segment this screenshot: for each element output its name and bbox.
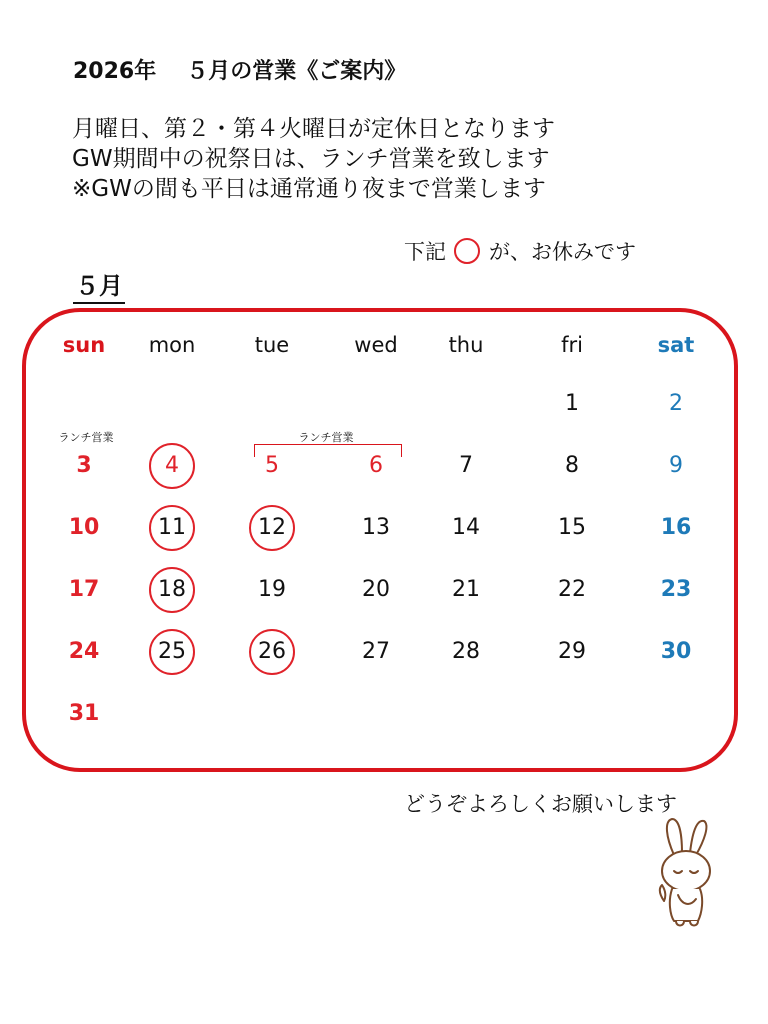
lunch-bracket <box>254 444 402 457</box>
weekday-sat: sat <box>657 333 695 357</box>
calendar-day-31: 31 <box>68 701 100 726</box>
calendar-day-8: 8 <box>565 453 579 478</box>
month-label: ５月 <box>73 266 125 304</box>
calendar-day-25: 25 <box>158 639 186 664</box>
calendar-day-14: 14 <box>452 515 480 540</box>
bowing-rabbit-icon <box>650 815 730 935</box>
calendar-day-5: 5 <box>265 453 279 478</box>
weekday-tue: tue <box>254 333 290 357</box>
calendar-day-3: 3 <box>76 453 92 478</box>
calendar-day-16: 16 <box>660 515 692 540</box>
weekday-mon: mon <box>148 333 196 357</box>
weekday-sun: sun <box>62 333 106 357</box>
weekday-thu: thu <box>448 333 484 357</box>
note-line: GW期間中の祝祭日は、ランチ営業を致します <box>72 146 550 172</box>
calendar-day-6: 6 <box>369 453 383 478</box>
lunch-note-tue-wed: ランチ営業 <box>298 431 354 444</box>
calendar-day-18: 18 <box>158 577 186 602</box>
calendar-day-13: 13 <box>362 515 390 540</box>
calendar-day-4: 4 <box>165 453 179 478</box>
page-title <box>73 54 406 85</box>
note-line: ※GWの間も平日は通常通り夜まで営業します <box>72 176 546 202</box>
lunch-note-sunday: ランチ営業 <box>58 431 114 444</box>
calendar-day-26: 26 <box>258 639 286 664</box>
calendar-day-30: 30 <box>660 639 692 664</box>
calendar-day-1: 1 <box>565 391 579 416</box>
closed-legend <box>404 236 636 266</box>
calendar-day-29: 29 <box>558 639 586 664</box>
calendar-day-24: 24 <box>68 639 100 664</box>
weekday-wed: wed <box>354 333 398 357</box>
legend-prefix: 下記 <box>404 240 446 264</box>
calendar-day-10: 10 <box>68 515 100 540</box>
calendar-day-15: 15 <box>558 515 586 540</box>
calendar-day-17: 17 <box>68 577 100 602</box>
calendar-day-12: 12 <box>258 515 286 540</box>
title-year: 2026年 <box>73 59 157 84</box>
calendar-day-19: 19 <box>258 577 286 602</box>
calendar-day-9: 9 <box>669 453 683 478</box>
calendar-day-23: 23 <box>660 577 692 602</box>
legend-suffix: が、お休みです <box>489 240 636 264</box>
calendar-day-11: 11 <box>158 515 186 540</box>
closing-message: どうぞよろしくお願いします <box>404 792 677 816</box>
calendar-day-28: 28 <box>452 639 480 664</box>
weekday-fri: fri <box>561 333 583 357</box>
calendar-day-27: 27 <box>362 639 390 664</box>
calendar-day-20: 20 <box>362 577 390 602</box>
red-circle-icon <box>454 238 480 264</box>
calendar-day-2: 2 <box>669 391 683 416</box>
business-notes <box>72 114 555 204</box>
calendar-day-7: 7 <box>459 453 473 478</box>
calendar-day-21: 21 <box>452 577 480 602</box>
calendar-frame <box>22 308 738 772</box>
calendar-day-22: 22 <box>558 577 586 602</box>
title-text: ５月の営業《ご案内》 <box>186 59 407 84</box>
note-line: 月曜日、第２・第４火曜日が定休日となります <box>72 116 555 142</box>
